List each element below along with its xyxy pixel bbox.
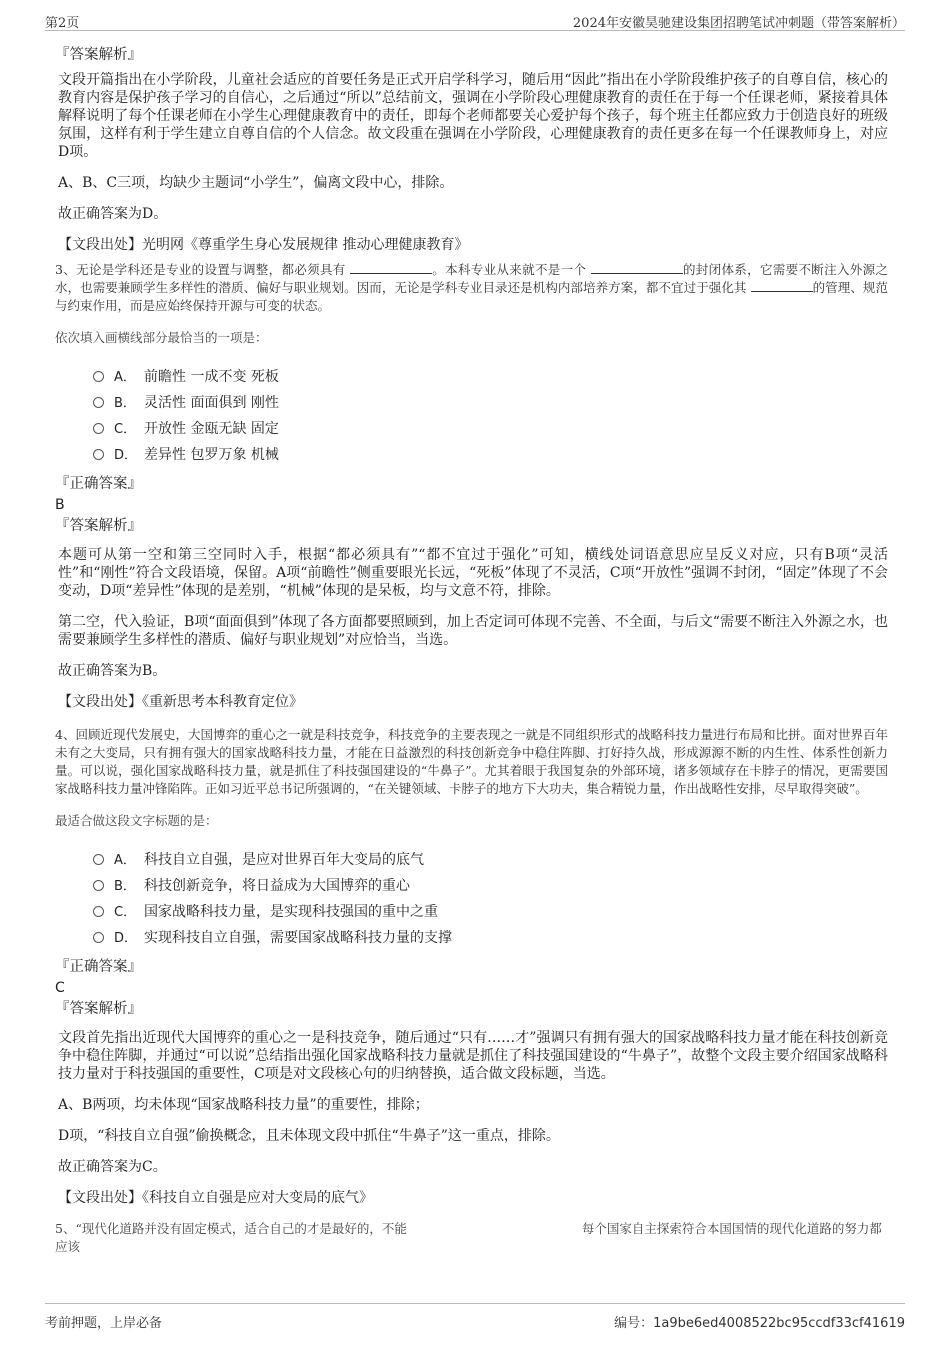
option-c[interactable]: C． 国家战略科技力量，是实现科技强国的重中之重 <box>93 900 888 926</box>
radio-button[interactable] <box>93 880 104 891</box>
analysis-tag: 『答案解析』 <box>55 1001 142 1017</box>
question-3-text: 3、无论是学科还是专业的设置与调整，都必须具有 。本科专业从来就不是一个 的封闭体系，它需要不断注入外源之水，也需要兼顾学生多样性的潜质、偏好与职业规划。因而，无论是学科专业目录还是机构内部培养方案，都不宜过于强化其 的管理、规范与约束作用，而是应始终保持开源与可变的状态。 <box>55 262 888 313</box>
option-a[interactable]: A． 前瞻性 一成不变 死板 <box>93 365 888 391</box>
footer-slogan: 考前押题，上岸必备 <box>45 1316 163 1331</box>
radio-button[interactable] <box>93 397 104 408</box>
document-title: 2024年安徽昊驰建设集团招聘笔试冲刺题（带答案解析） <box>572 16 905 31</box>
question-5-partial: 5、“现代化道路并没有固定模式，适合自己的才是最好的，不能 每个国家自主探索符合本国国情的现代化道路的努力都应该 <box>55 1221 882 1254</box>
radio-button[interactable] <box>93 854 104 865</box>
analysis-paragraph: 本题可从第一空和第三空同时入手，根据“都必须具有”“都不宜过于强化”可知，横线处词语意思应呈反义对应，只有B项“灵活性”和“刚性”符合文段语境，保留。A项“前瞻性”侧重要眼光长远，“死板”体现了不灵活，C项“开放性”强调不封闭，“固定”体现了不会变动，D项“差异性”体现的是差别，“机械”体现的是呆板，均与文意不符，排除。 <box>58 547 888 599</box>
analysis-paragraph: 文段开篇指出在小学阶段，儿童社会适应的首要任务是正式开启学科学习，随后用“因此”指出在小学阶段维护孩子的自尊自信，核心的教育内容是保护孩子学习的自信心，之后通过“所以”总结前文，强调在小学阶段心理健康教育的责任在于每一个任课老师，紧接着具体解释说明了每个任课老师在小学生心理健康教育中的责任，即每个老师都要关心爱护每个孩子，每个班主任都应致力于创造良好的班级氛围，这样有利于学生建立自尊自信的个人信念。故文段重在强调在小学阶段，心理健康教育的责任更多在每一个任课教师身上，对应D项。 <box>58 72 888 160</box>
analysis-paragraph: D项，“科技自立自强”偷换概念，且未体现文段中抓住“牛鼻子”这一重点，排除。 <box>58 1128 560 1144</box>
analysis-paragraph: 故正确答案为D。 <box>58 206 168 222</box>
radio-button[interactable] <box>93 423 104 434</box>
blank-1 <box>350 261 432 274</box>
document-code: 编号：1a9be6ed4008522bc95ccdf33cf41619 <box>614 1316 905 1331</box>
option-a[interactable]: A． 科技自立自强，是应对世界百年大变局的底气 <box>93 848 888 874</box>
source-citation: 【文段出处】光明网《尊重学生身心发展规律 推动心理健康教育》 <box>58 237 469 253</box>
option-d[interactable]: D． 差异性 包罗万象 机械 <box>93 443 888 469</box>
question-3-options <box>93 365 888 469</box>
analysis-paragraph: 故正确答案为C。 <box>58 1159 167 1175</box>
correct-answer: B <box>55 497 65 513</box>
radio-button[interactable] <box>93 449 104 460</box>
source-citation: 【文段出处】《重新思考本科教育定位》 <box>58 694 303 710</box>
correct-answer-tag: 『正确答案』 <box>55 959 142 975</box>
analysis-paragraph: 第二空，代入验证，B项“面面俱到”体现了各方面都要照顾到，加上否定词可体现不完善、不全面，与后文“需要不断注入外源之水，也需要兼顾学生多样性的潜质、偏好与职业规划”对应恰当，当选。 <box>58 614 888 648</box>
option-b[interactable]: B． 科技创新竞争，将日益成为大国博弈的重心 <box>93 874 888 900</box>
question-3-prompt: 依次填入画横线部分最恰当的一项是： <box>55 330 268 345</box>
radio-button[interactable] <box>93 906 104 917</box>
option-c[interactable]: C． 开放性 金瓯无缺 固定 <box>93 417 888 443</box>
blank-2 <box>591 261 683 274</box>
page-content <box>55 40 888 1298</box>
blank-3 <box>751 279 813 292</box>
page-footer <box>45 1303 905 1334</box>
analysis-paragraph: 故正确答案为B。 <box>58 663 167 679</box>
analysis-tag: 『答案解析』 <box>55 518 142 534</box>
question-4-text: 4、回顾近现代发展史，大国博弈的重心之一就是科技竞争，科技竞争的主要表现之一就是不同组织形式的战略科技力量进行布局和比拼。面对世界百年未有之大变局，只有拥有强大的国家战略科技力量，才能在日益激烈的科技创新竞争中稳住阵脚、打好持久战，形成源源不断的内生性、体系性创新力量。可以说，强化国家战略科技力量，就是抓住了科技强国建设的“牛鼻子”。尤其着眼于我国复杂的外部环境，诸多领域存在卡脖子的情况，更需要国家战略科技力量冲锋陷阵。正如习近平总书记所强调的，“在关键领域、卡脖子的地方下大功夫，集合精锐力量，作出战略性安排，尽早取得突破”。 <box>55 727 888 796</box>
analysis-paragraph: A、B两项，均未体现“国家战略科技力量”的重要性，排除； <box>58 1097 429 1113</box>
analysis-paragraph: 文段首先指出近现代大国博弈的重心之一是科技竞争，随后通过“只有……才”强调只有拥有强大的国家战略科技力量才能在科技创新竞争中稳住阵脚，并通过“可以说”总结指出强化国家战略科技力量就是抓住了科技强国建设的“牛鼻子”，故整个文段主要介绍国家战略科技力量对于科技强国的重要性，C项是对文段核心句的归纳替换，适合做文段标题，当选。 <box>58 1030 888 1082</box>
option-d[interactable]: D． 实现科技自立自强，需要国家战略科技力量的支撑 <box>93 926 888 952</box>
question-4-options <box>93 848 888 952</box>
analysis-paragraph: A、B、C三项，均缺少主题词“小学生”，偏离文段中心，排除。 <box>58 175 454 191</box>
analysis-tag: 『答案解析』 <box>55 47 142 63</box>
option-b[interactable]: B． 灵活性 面面俱到 刚性 <box>93 391 888 417</box>
question-4-prompt: 最适合做这段文字标题的是： <box>55 813 218 828</box>
page-header <box>45 8 905 31</box>
radio-button[interactable] <box>93 932 104 943</box>
page-number: 第2页 <box>45 16 80 31</box>
correct-answer: C <box>55 980 65 996</box>
correct-answer-tag: 『正确答案』 <box>55 476 142 492</box>
source-citation: 【文段出处】《科技自立自强是应对大变局的底气》 <box>58 1190 373 1206</box>
radio-button[interactable] <box>93 371 104 382</box>
